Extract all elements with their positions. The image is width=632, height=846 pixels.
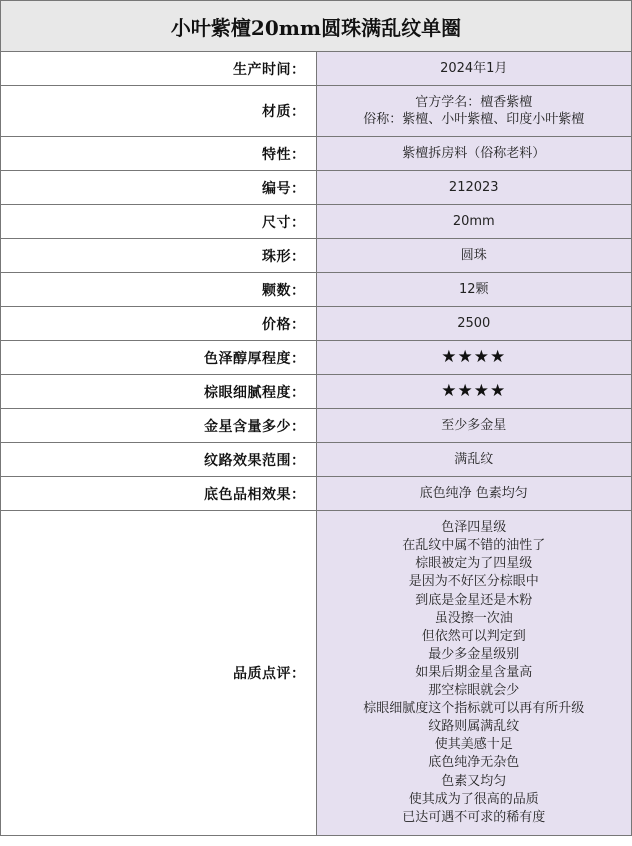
review-line: 色素又均匀: [441, 773, 507, 789]
page-title: 小叶紫檀20mm圆珠满乱纹单圈: [1, 1, 632, 52]
row-palm-eye: [1, 375, 632, 409]
review-line: 是因为不好区分棕眼中: [408, 574, 539, 590]
code-label: 编号：: [1, 171, 317, 205]
base-color-value: 底色纯净 色素均匀: [316, 477, 632, 511]
row-review: [1, 511, 632, 836]
bead-shape-label: 珠形：: [1, 239, 317, 273]
base-color-label: 底色品相效果：: [1, 477, 317, 511]
row-price: [1, 307, 632, 341]
price-label: 价格：: [1, 307, 317, 341]
production-time-label: 生产时间：: [1, 52, 317, 86]
material-common-name: 俗称：紫檀、小叶紫檀、印度小叶紫檀: [363, 112, 585, 127]
gold-star-value: 至少多金星: [316, 409, 632, 443]
palm-eye-star-rating: ★★★★: [441, 380, 507, 401]
review-value: [316, 511, 632, 836]
row-gold-star: [1, 409, 632, 443]
review-line: 使其美感十足: [434, 737, 513, 753]
bead-count-value: 12颗: [316, 273, 632, 307]
review-line: 已达可遇不可求的稀有度: [402, 809, 546, 825]
row-base-color: [1, 477, 632, 511]
row-luster: [1, 341, 632, 375]
row-grain-range: [1, 443, 632, 477]
price-value: 2500: [316, 307, 632, 341]
row-size: [1, 205, 632, 239]
title-row: [1, 1, 632, 52]
row-bead-count: [1, 273, 632, 307]
material-value: [316, 86, 632, 137]
palm-eye-value: [316, 375, 632, 409]
grain-range-value: 满乱纹: [316, 443, 632, 477]
review-line: 虽没擦一次油: [434, 610, 513, 626]
feature-label: 特性：: [1, 137, 317, 171]
review-line: 棕眼细腻度这个指标就可以再有所升级: [363, 701, 585, 717]
review-line: 底色纯净无杂色: [428, 755, 520, 771]
row-feature: [1, 137, 632, 171]
bead-count-label: 颗数：: [1, 273, 317, 307]
luster-star-rating: ★★★★: [441, 346, 507, 367]
review-line: 色泽四星级: [441, 520, 507, 536]
review-line: 那空棕眼就会少: [428, 683, 520, 699]
size-value: 20mm: [316, 205, 632, 239]
code-value: 212023: [316, 171, 632, 205]
row-material: [1, 86, 632, 137]
feature-value: 紫檀拆房料（俗称老料）: [316, 137, 632, 171]
review-line: 最少多金星级别: [428, 646, 520, 662]
material-label: 材质：: [1, 86, 317, 137]
row-bead-shape: [1, 239, 632, 273]
production-time-value: 2024年1月: [316, 52, 632, 86]
palm-eye-label: 棕眼细腻程度：: [1, 375, 317, 409]
grain-range-label: 纹路效果范围：: [1, 443, 317, 477]
review-line: 棕眼被定为了四星级: [415, 556, 533, 572]
review-line: 如果后期金星含量高: [415, 664, 533, 680]
review-label: 品质点评：: [1, 511, 317, 836]
review-line: 纹路则属满乱纹: [428, 719, 520, 735]
row-code: [1, 171, 632, 205]
luster-value: [316, 341, 632, 375]
luster-label: 色泽醇厚程度：: [1, 341, 317, 375]
gold-star-label: 金星含量多少：: [1, 409, 317, 443]
review-line: 在乱纹中属不错的油性了: [402, 538, 546, 554]
size-label: 尺寸：: [1, 205, 317, 239]
review-line: 到底是金星还是木粉: [415, 592, 533, 608]
review-line: 使其成为了很高的品质: [408, 791, 539, 807]
row-production-time: [1, 52, 632, 86]
material-official-name: 官方学名：檀香紫檀: [415, 95, 533, 110]
bead-shape-value: 圆珠: [316, 239, 632, 273]
review-line: 但依然可以判定到: [421, 628, 526, 644]
